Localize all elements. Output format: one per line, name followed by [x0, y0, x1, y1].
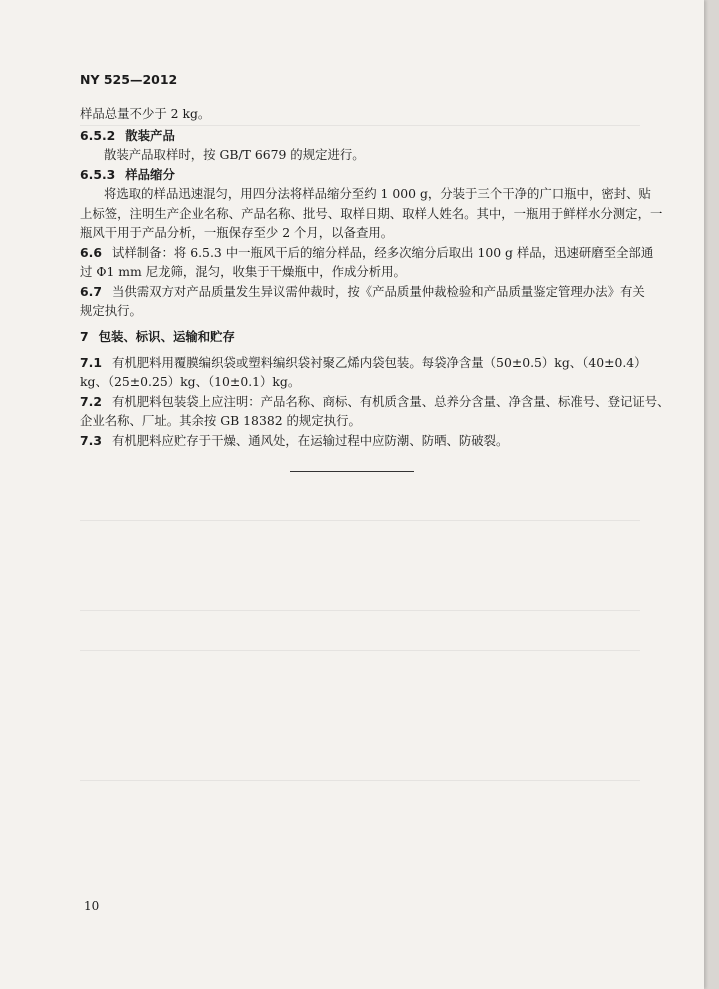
text-line: 规定执行。	[80, 303, 142, 318]
text-line: 有机肥料用覆膜编织袋或塑料编织袋衬聚乙烯内袋包装。每袋净含量（50±0.5）kg、（40±0.4）	[111, 355, 647, 370]
standard-header: NY 525—2012	[80, 72, 178, 87]
text-line: kg、（25±0.25）kg、（10±0.1）kg。	[80, 374, 301, 389]
text-line: 上标签，注明生产企业名称、产品名称、批号、取样日期、取样人姓名。其中，一瓶用于鲜样水分测定，一	[80, 206, 663, 221]
section-number: 7	[80, 329, 89, 344]
paragraph-6-7	[80, 284, 645, 300]
text-line: 样品总量不少于 2 kg。	[80, 106, 211, 121]
section-number: 7.1	[80, 355, 102, 370]
bleed-through-line	[80, 650, 640, 651]
text-line: 过 Φ1 mm 尼龙筛，混匀，收集于干燥瓶中，作成分析用。	[80, 264, 406, 279]
section-number: 6.5.2	[80, 128, 116, 143]
section-title: 包装、标识、运输和贮存	[98, 329, 235, 344]
paragraph-7-2	[80, 394, 670, 410]
section-title: 散装产品	[125, 128, 175, 143]
section-title: 样品缩分	[125, 167, 175, 182]
bleed-through-line	[80, 520, 640, 521]
bleed-through-line	[80, 610, 640, 611]
text-line: 当供需双方对产品质量发生异议需仲裁时，按《产品质量仲裁检验和产品质量鉴定管理办法》有关	[111, 284, 645, 299]
text-line: 有机肥料应贮存于干燥、通风处，在运输过程中应防潮、防晒、防破裂。	[111, 433, 509, 448]
text-line: 企业名称、厂址。其余按 GB 18382 的规定执行。	[80, 413, 361, 428]
section-number: 6.7	[80, 284, 102, 299]
text-line: 瓶风干用于产品分析，一瓶保存至少 2 个月，以备查用。	[80, 225, 394, 240]
section-number: 7.3	[80, 433, 102, 448]
paragraph-6-6	[80, 245, 654, 261]
text-line: 试样制备：将 6.5.3 中一瓶风干后的缩分样品，经多次缩分后取出 100 g 样品，迅速研磨至全部通	[111, 245, 654, 260]
paragraph-7-3	[80, 433, 630, 449]
paragraph-7-1	[80, 355, 647, 371]
section-number: 7.2	[80, 394, 102, 409]
text-line: 散装产品取样时，按 GB/T 6679 的规定进行。	[104, 147, 365, 162]
section-number: 6.6	[80, 245, 102, 260]
section-heading-6-5-2	[80, 128, 630, 144]
section-number: 6.5.3	[80, 167, 116, 182]
bleed-through-line	[80, 780, 640, 781]
end-of-text-rule	[290, 471, 414, 472]
section-heading-7	[80, 329, 630, 345]
section-heading-6-5-3	[80, 167, 630, 183]
text-line: 将选取的样品迅速混匀，用四分法将样品缩分至约 1 000 g，分装于三个干净的广口瓶中，密封、贴	[104, 186, 651, 201]
bleed-through-line	[80, 125, 640, 126]
text-line: 有机肥料包装袋上应注明：产品名称、商标、有机质含量、总养分含量、净含量、标准号、登记证号、	[111, 394, 670, 409]
page-number: 10	[84, 899, 100, 913]
